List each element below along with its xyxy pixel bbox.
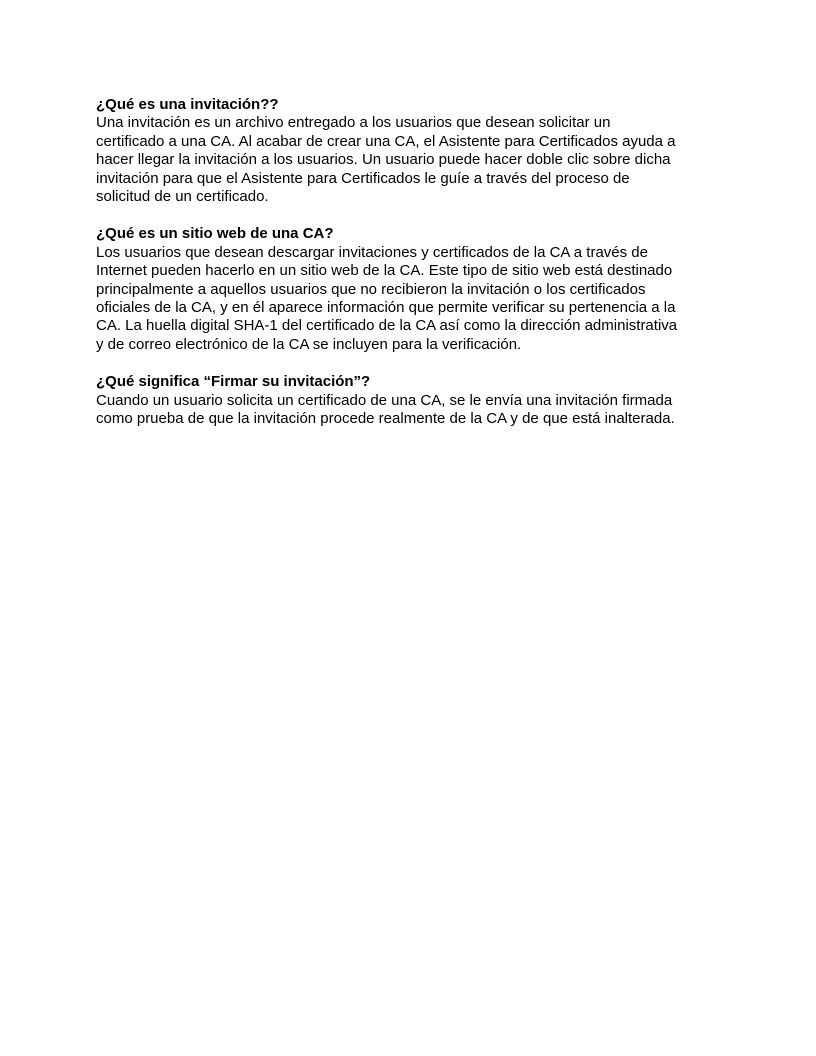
document-page: [96, 96, 720, 448]
section-heading: ¿Qué significa “Firmar su invitación”?: [96, 373, 371, 391]
body-line: Cuando un usuario solicita un certificado de una CA, se le envía una invitación firmada: [96, 391, 673, 409]
body-line: solicitud de un certificado.: [96, 188, 269, 206]
body-line: Internet pueden hacerlo en un sitio web de la CA. Este tipo de sitio web está destinado: [96, 262, 673, 280]
section-ca-website: [96, 225, 720, 354]
section-heading: ¿Qué es una invitación??: [96, 96, 279, 113]
body-line: certificado a una CA. Al acabar de crear una CA, el Asistente para Certificados ayuda a: [96, 132, 676, 150]
section-body: [96, 244, 720, 354]
body-line: CA. La huella digital SHA-1 del certificado de la CA así como la dirección administrativa: [96, 317, 678, 335]
section-body: [96, 392, 720, 429]
body-line: hacer llegar la invitación a los usuarios. Un usuario puede hacer doble clic sobre dicha: [96, 151, 671, 169]
section-heading: ¿Qué es un sitio web de una CA?: [96, 225, 334, 243]
section-body: [96, 114, 720, 206]
body-line: oficiales de la CA, y en él aparece información que permite verificar su pertenencia a la: [96, 299, 676, 317]
body-line: y de correo electrónico de la CA se incluyen para la verificación.: [96, 335, 522, 353]
body-line: Los usuarios que desean descargar invitaciones y certificados de la CA a través de: [96, 243, 648, 261]
body-line: Una invitación es un archivo entregado a los usuarios que desean solicitar un: [96, 114, 611, 132]
body-line: principalmente a aquellos usuarios que no recibieron la invitación o los certificados: [96, 280, 646, 298]
body-line: como prueba de que la invitación procede realmente de la CA y de que está inalterada.: [96, 410, 675, 428]
section-invitation: [96, 96, 720, 206]
section-sign-invitation: [96, 373, 720, 428]
body-line: invitación para que el Asistente para Certificados le guíe a través del proceso de: [96, 169, 630, 187]
